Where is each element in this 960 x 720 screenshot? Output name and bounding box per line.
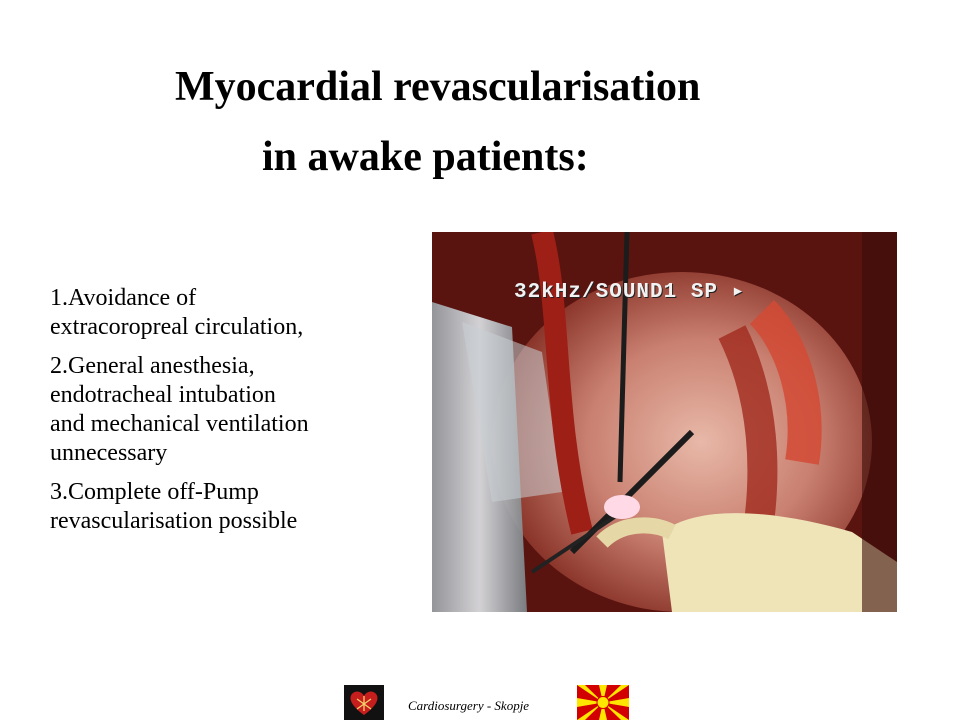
video-overlay-text: 32kHz/SOUND1 SP ▸ — [514, 281, 746, 304]
benefits-list — [50, 284, 410, 546]
macedonia-flag-icon — [577, 685, 629, 720]
footer-caption: Cardiosurgery - Skopje — [408, 698, 530, 713]
list-item: 2.General anesthesia, endotracheal intubation and mechanical ventilation unnecessary — [50, 353, 309, 466]
surgery-photo — [432, 232, 897, 612]
list-item: 3.Complete off-Pump revascularisation possible — [50, 479, 298, 534]
heart-logo-icon — [344, 685, 384, 720]
slide-title-line2: in awake patients: — [262, 134, 589, 180]
slide-title-line1: Myocardial revascularisation — [175, 64, 701, 110]
list-item: 1.Avoidance of extracoropreal circulation, — [50, 285, 304, 340]
